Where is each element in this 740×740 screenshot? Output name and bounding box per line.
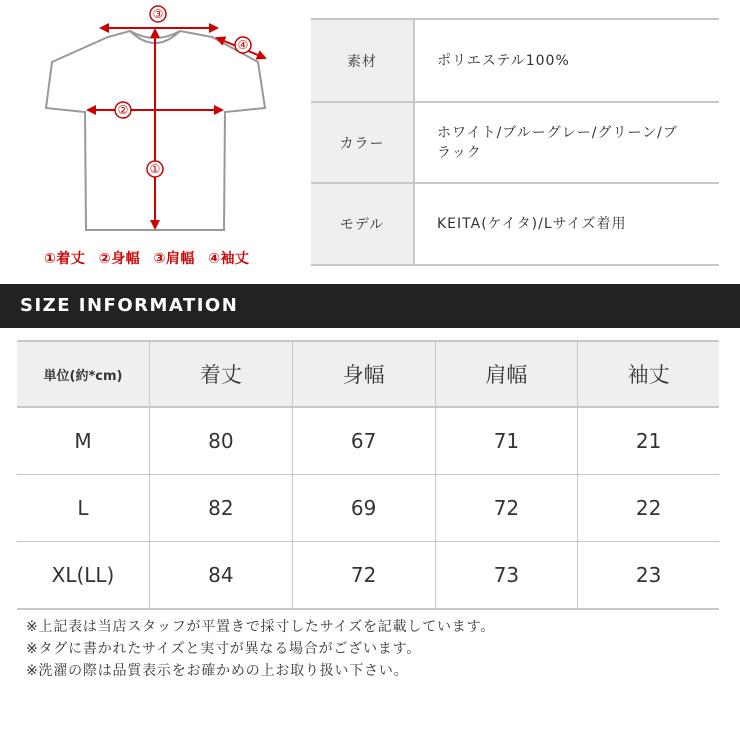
tshirt-measurement-diagram <box>0 0 300 280</box>
table-cell: 67 <box>292 407 435 475</box>
table-cell: 22 <box>578 475 719 542</box>
table-row <box>17 475 719 542</box>
table-row <box>17 407 719 475</box>
size-table <box>17 340 719 610</box>
spec-label: カラー <box>311 102 414 183</box>
table-cell: 23 <box>578 542 719 610</box>
section-header-bar <box>0 284 740 328</box>
legend-shoulder-width: ③肩幅 <box>153 251 195 267</box>
header-body-length: 着丈 <box>150 341 293 407</box>
marker-body-width: ② <box>117 103 129 117</box>
spec-row-color <box>311 102 719 183</box>
note-line: ※タグに書かれたサイズと実寸が異なる場合がございます。 <box>26 641 422 657</box>
spec-value: ホワイト/ブルーグレー/グリーン/ブラック <box>414 102 719 183</box>
section-title: SIZE INFORMATION <box>20 295 239 316</box>
spec-label: 素材 <box>311 19 414 102</box>
table-cell: 82 <box>150 475 293 542</box>
legend-body-length: ①着丈 <box>44 251 86 267</box>
table-cell: 69 <box>292 475 435 542</box>
note-line: ※上記表は当店スタッフが平置きで採寸したサイズを記載しています。 <box>26 619 496 635</box>
table-cell: 72 <box>292 542 435 610</box>
table-cell: 84 <box>150 542 293 610</box>
table-cell: 71 <box>435 407 578 475</box>
spec-row-material <box>311 19 719 102</box>
size-label: XL(LL) <box>17 542 150 610</box>
notes <box>26 616 495 682</box>
marker-shoulder: ③ <box>152 7 164 21</box>
table-cell: 73 <box>435 542 578 610</box>
size-table-header <box>17 341 719 407</box>
spec-label: モデル <box>311 183 414 265</box>
table-cell: 21 <box>578 407 719 475</box>
spec-value: ポリエステル100% <box>414 19 719 102</box>
size-label: M <box>17 407 150 475</box>
header-body-width: 身幅 <box>292 341 435 407</box>
size-label: L <box>17 475 150 542</box>
table-row <box>17 542 719 610</box>
measurement-legend <box>44 248 250 268</box>
marker-body-length: ① <box>149 162 161 176</box>
spec-value: KEITA(ケイタ)/Lサイズ着用 <box>414 183 719 265</box>
legend-sleeve-length: ④袖丈 <box>208 251 250 267</box>
spec-row-model <box>311 183 719 265</box>
header-unit: 単位(約*cm) <box>17 341 150 407</box>
product-spec-table <box>311 18 719 266</box>
table-cell: 80 <box>150 407 293 475</box>
header-shoulder-width: 肩幅 <box>435 341 578 407</box>
legend-body-width: ②身幅 <box>98 251 141 267</box>
table-cell: 72 <box>435 475 578 542</box>
note-line: ※洗濯の際は品質表示をお確かめの上お取り扱い下さい。 <box>26 663 409 679</box>
header-sleeve-length: 袖丈 <box>578 341 719 407</box>
marker-sleeve: ④ <box>237 38 249 52</box>
